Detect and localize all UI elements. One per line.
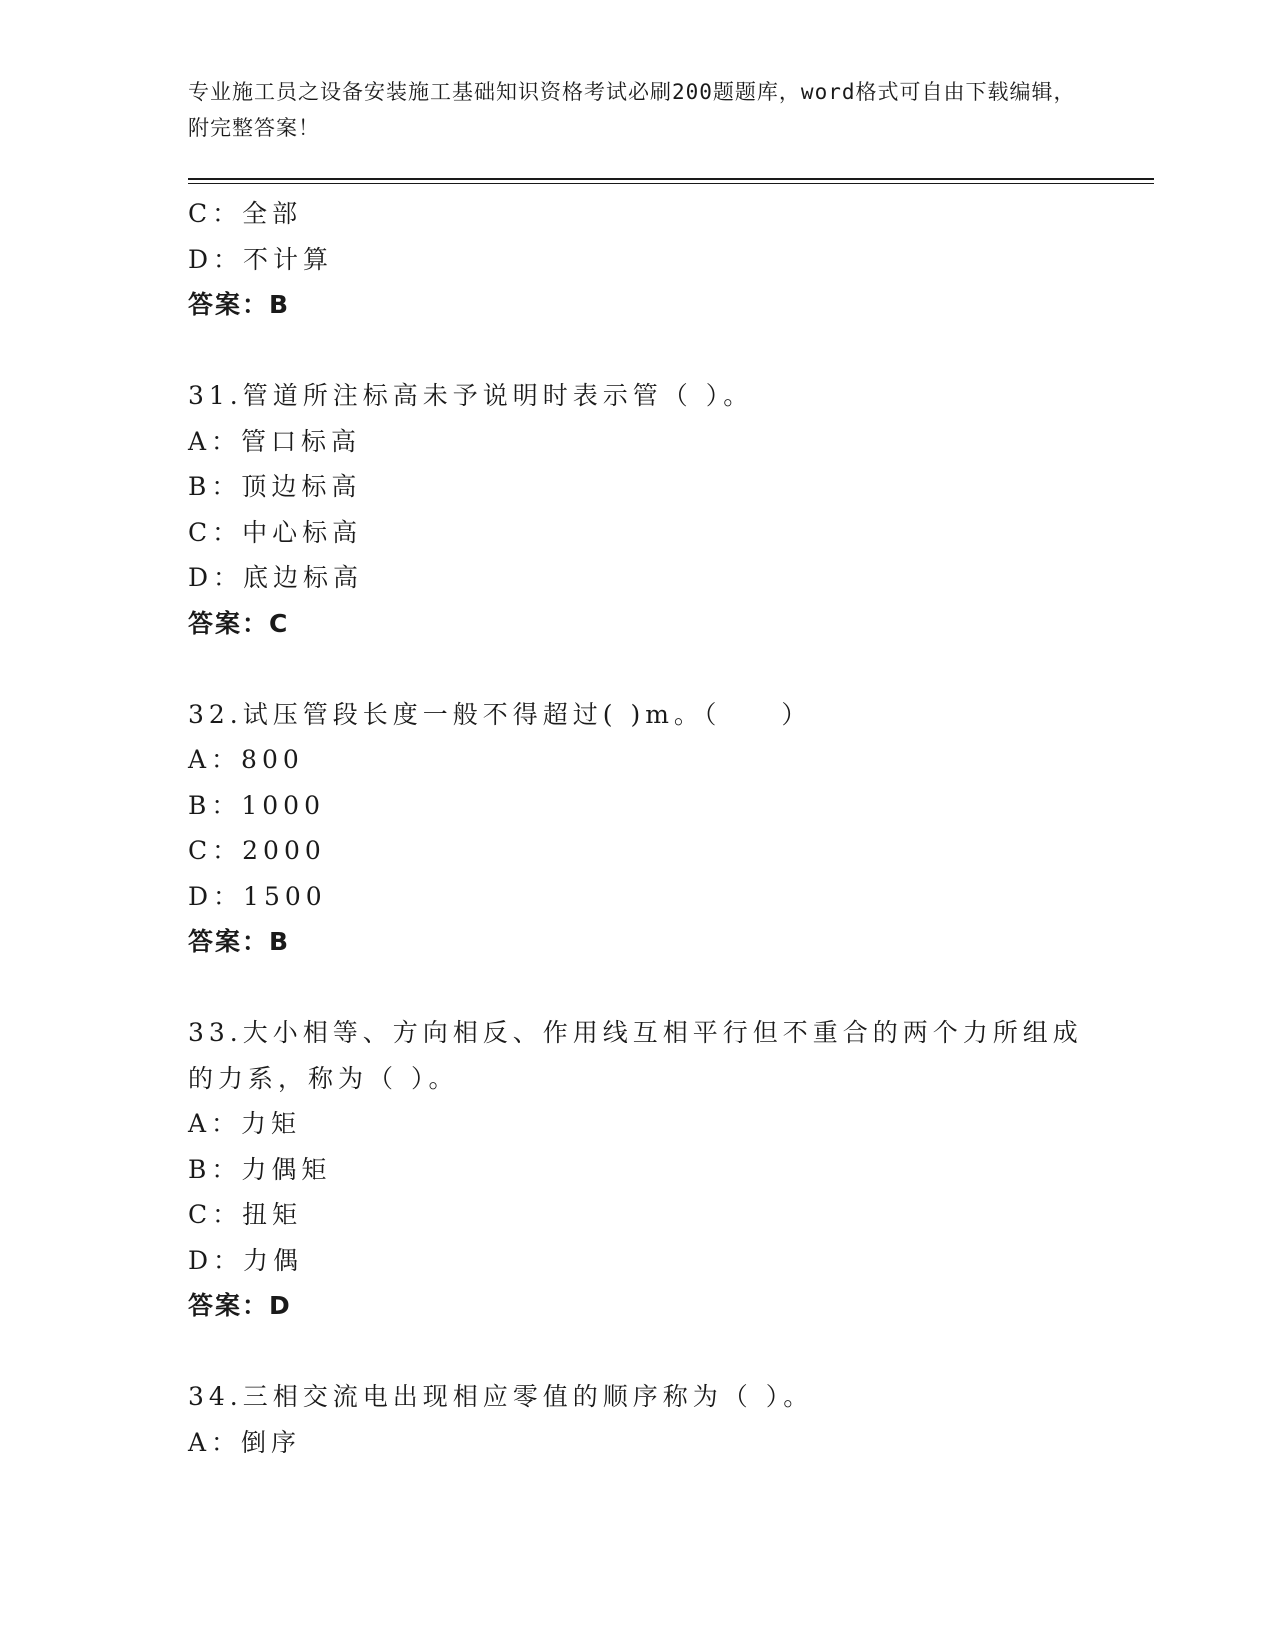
option-b: B：1000 <box>188 790 325 820</box>
spacer <box>188 965 1088 1011</box>
option-a: A：倒序 <box>188 1427 302 1457</box>
spacer <box>188 328 1088 374</box>
option-c: C：扭矩 <box>188 1200 303 1229</box>
answer-line: 答案：D <box>188 1291 292 1320</box>
option-a: A：800 <box>188 745 304 774</box>
option-a: A：管口标高 <box>188 426 362 456</box>
question-stem: 33.大小相等、方向相反、作用线互相平行但不重合的两个力所组成的力系，称为（ ）。 <box>188 1018 1083 1093</box>
spacer <box>188 646 1088 692</box>
option-b: B：力偶矩 <box>188 1154 332 1184</box>
question-stem: 34.三相交流电出现相应零值的顺序称为（ ）。 <box>188 1382 814 1411</box>
question-stem: 32.试压管段长度一般不得超过( )m。（ ） <box>188 699 812 729</box>
answer-line: 答案：B <box>188 290 291 319</box>
option-c: C：全部 <box>188 199 303 228</box>
question-stem: 31.管道所注标高未予说明时表示管（ ）。 <box>188 381 754 410</box>
answer-line: 答案：C <box>188 608 290 638</box>
option-b: B：顶边标高 <box>188 472 362 501</box>
option-c: C：中心标高 <box>188 517 363 547</box>
question-list <box>188 191 1088 1465</box>
option-c: C：2000 <box>188 836 326 865</box>
header-rule-thin <box>188 183 1154 184</box>
option-d: D：1500 <box>188 881 327 911</box>
option-d: D：力偶 <box>188 1245 304 1275</box>
option-d: D：底边标高 <box>188 563 364 592</box>
option-d: D：不计算 <box>188 244 334 274</box>
header-rule-thick <box>188 178 1154 180</box>
document-header: 专业施工员之设备安装施工基础知识资格考试必刷200题题库，word格式可自由下载编辑，附完整答案！ <box>188 80 1076 140</box>
spacer <box>188 1329 1088 1375</box>
answer-line: 答案：B <box>188 927 291 956</box>
option-a: A：力矩 <box>188 1109 302 1138</box>
